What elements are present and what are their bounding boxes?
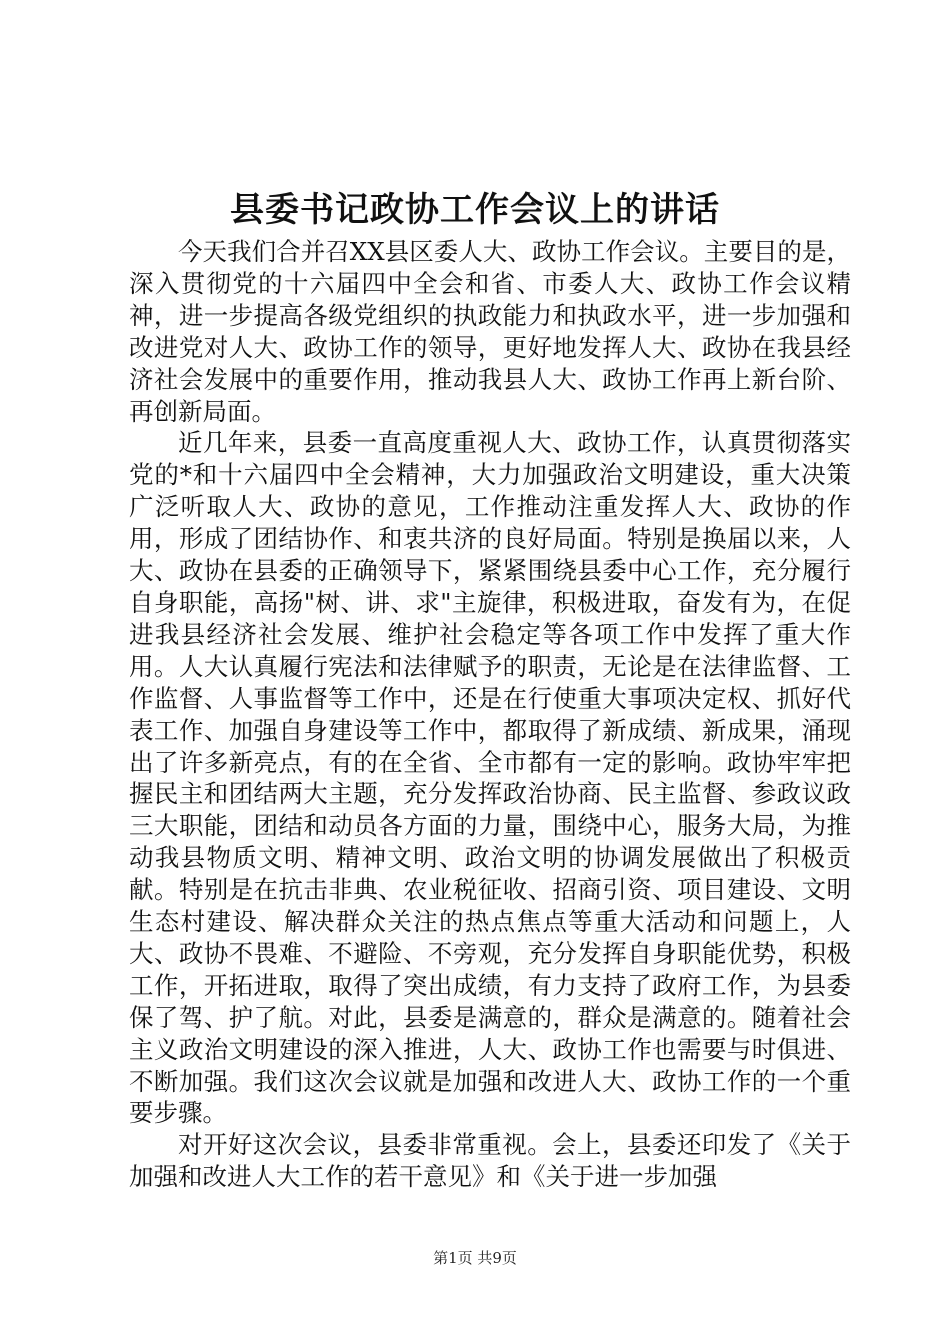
document-title: 县委书记政协工作会议上的讲话 xyxy=(230,190,720,230)
page-number-footer: 第1页 共9页 xyxy=(433,1249,517,1267)
paragraph: 今天我们合并召XX县区委人大、政协工作会议。主要目的是，深入贯彻党的十六届四中全会和省、市委人大、政协工作会议精神，进一步提高各级党组织的执政能力和执政水平，进一步加强和改进党对人大、政协工作的领导，更好地发挥人大、政协在我县经济社会发展中的重要作用，推动我县人大、政协工作再上新台阶、再创新局面。 xyxy=(129,237,851,426)
document-body xyxy=(129,236,851,1193)
paragraph: 近几年来，县委一直高度重视人大、政协工作，认真贯彻落实党的*和十六届四中全会精神，大力加强政治文明建设，重大决策广泛听取人大、政协的意见，工作推动注重发挥人大、政协的作用，形成了团结协作、和衷共济的良好局面。特别是换届以来，人大、政协在县委的正确领导下，紧紧围绕县委中心工作，充分履行自身职能，高扬"树、讲、求"主旋律，积极进取，奋发有为，在促进我县经济社会发展、维护社会稳定等各项工作中发挥了重大作用。人大认真履行宪法和法律赋予的职责，无论是在法律监督、工作监督、人事监督等工作中，还是在行使重大事项决定权、抓好代表工作、加强自身建设等工作中，都取得了新成绩、新成果，涌现出了许多新亮点，有的在全省、全市都有一定的影响。政协牢牢把握民主和团结两大主题，充分发挥政治协商、民主监督、参政议政三大职能，团结和动员各方面的力量，围绕中心，服务大局，为推动我县物质文明、精神文明、政治文明的协调发展做出了积极贡献。特别是在抗击非典、农业税征收、招商引资、项目建设、文明生态村建设、解决群众关注的热点焦点等重大活动和问题上，人大、政协不畏难、不避险、不旁观，充分发挥自身职能优势，积极工作，开拓进取，取得了突出成绩，有力支持了政府工作，为县委保了驾、护了航。对此，县委是满意的，群众是满意的。随着社会主义政治文明建设的深入推进，人大、政协工作也需要与时俱进、不断加强。我们这次会议就是加强和改进人大、政协工作的一个重要步骤。 xyxy=(129,428,851,1128)
paragraph: 对开好这次会议，县委非常重视。会上，县委还印发了《关于加强和改进人大工作的若干意见》和《关于进一步加强 xyxy=(129,1130,851,1192)
